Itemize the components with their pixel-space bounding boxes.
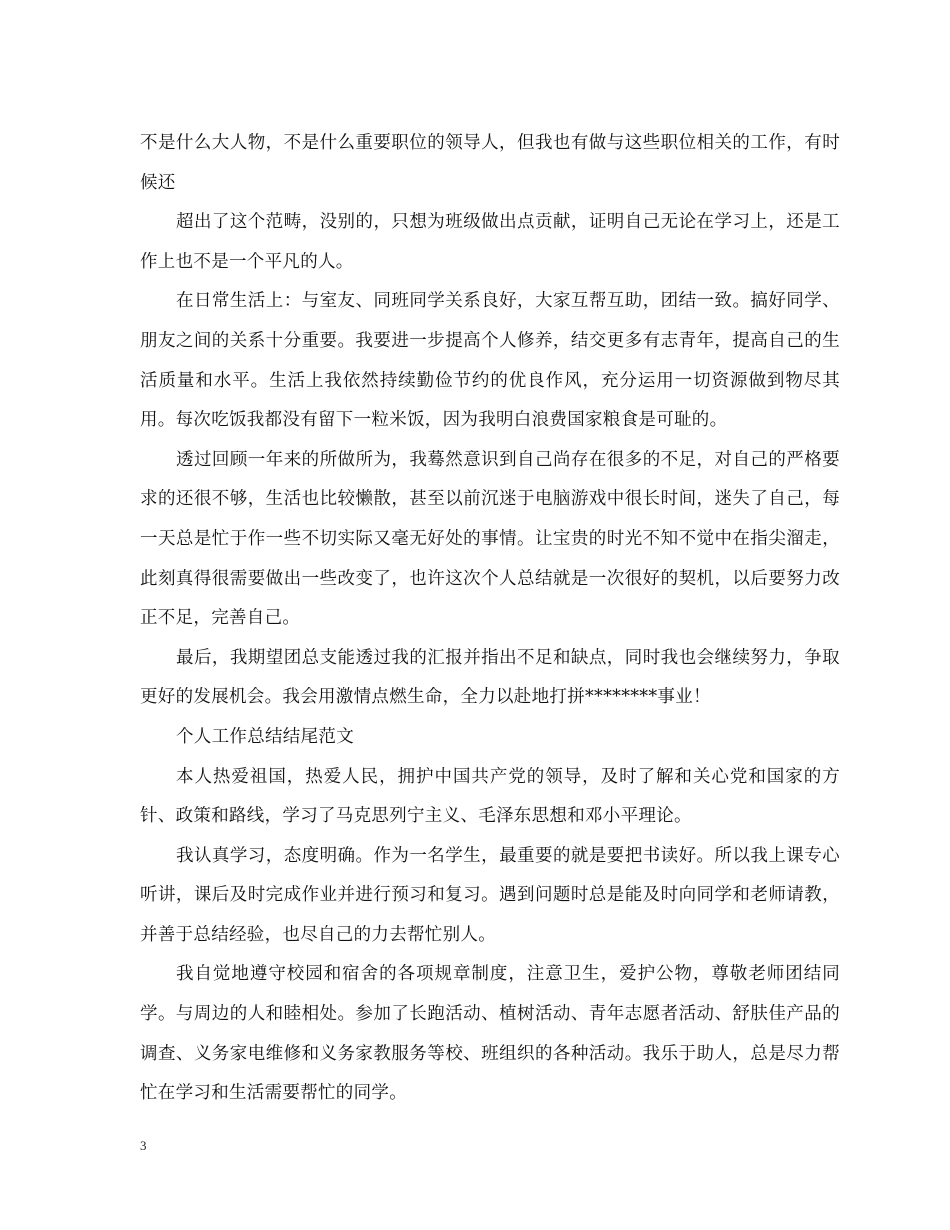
paragraph-patriotism: 本人热爱祖国，热爱人民，拥护中国共产党的领导，及时了解和关心党和国家的方针、政策和路线，学习了马克思列宁主义、毛泽东思想和邓小平理论。 [140,766,840,827]
paragraph-study: 我认真学习，态度明确。作为一名学生，最重要的就是要把书读好。所以我上课专心听讲，课后及时完成作业并进行预习和复习。遇到问题时总是能及时向同学和老师请教，并善于总结经验，也尽自己的力去帮忙别人。 [140,845,840,945]
paragraph-daily-life: 在日常生活上：与室友、同班同学关系良好，大家互帮互助，团结一致。搞好同学、朋友之间的关系十分重要。我要进一步提高个人修养，结交更多有志青年，提高自己的生活质量和水平。生活上我依然持续勤俭节约的优良作风，充分运用一切资源做到物尽其用。每次吃饭我都没有留下一粒米饭，因为我明白浪费国家粮食是可耻的。 [140,291,840,431]
section-heading: 个人工作总结结尾范文 [176,726,354,747]
page-number: 3 [140,1138,147,1153]
document-body [140,124,840,1114]
paragraph-continuation: 不是什么大人物，不是什么重要职位的领导人，但我也有做与这些职位相关的工作，有时候还 [140,133,840,193]
paragraph-closing: 最后，我期望团总支能透过我的汇报并指出不足和缺点，同时我也会继续努力，争取更好的发展机会。我会用激情点燃生命，全力以赴地打拼********事业！ [140,647,840,708]
paragraph-contribution: 超出了这个范畴，没别的，只想为班级做出点贡献，证明自己无论在学习上，还是工作上也不是一个平凡的人。 [140,212,840,272]
paragraph-self-review: 透过回顾一年来的所做所为，我蓦然意识到自己尚存在很多的不足，对自己的严格要求的还很不够，生活也比较懒散，甚至以前沉迷于电脑游戏中很长时间，迷失了自己，每一天总是忙于作一些不切实际又毫无好处的事情。让宝贵的时光不知不觉中在指尖溜走，此刻真得很需要做出一些改变了，也许这次个人总结就是一次很好的契机，以后要努力改正不足，完善自己。 [140,449,840,629]
paragraph-activities: 我自觉地遵守校园和宿舍的各项规章制度，注意卫生，爱护公物，尊敬老师团结同学。与周边的人和睦相处。参加了长跑活动、植树活动、青年志愿者活动、舒肤佳产品的调查、义务家电维修和义务家教服务等校、班组织的各种活动。我乐于助人，总是尽力帮忙在学习和生活需要帮忙的同学。 [140,964,840,1104]
